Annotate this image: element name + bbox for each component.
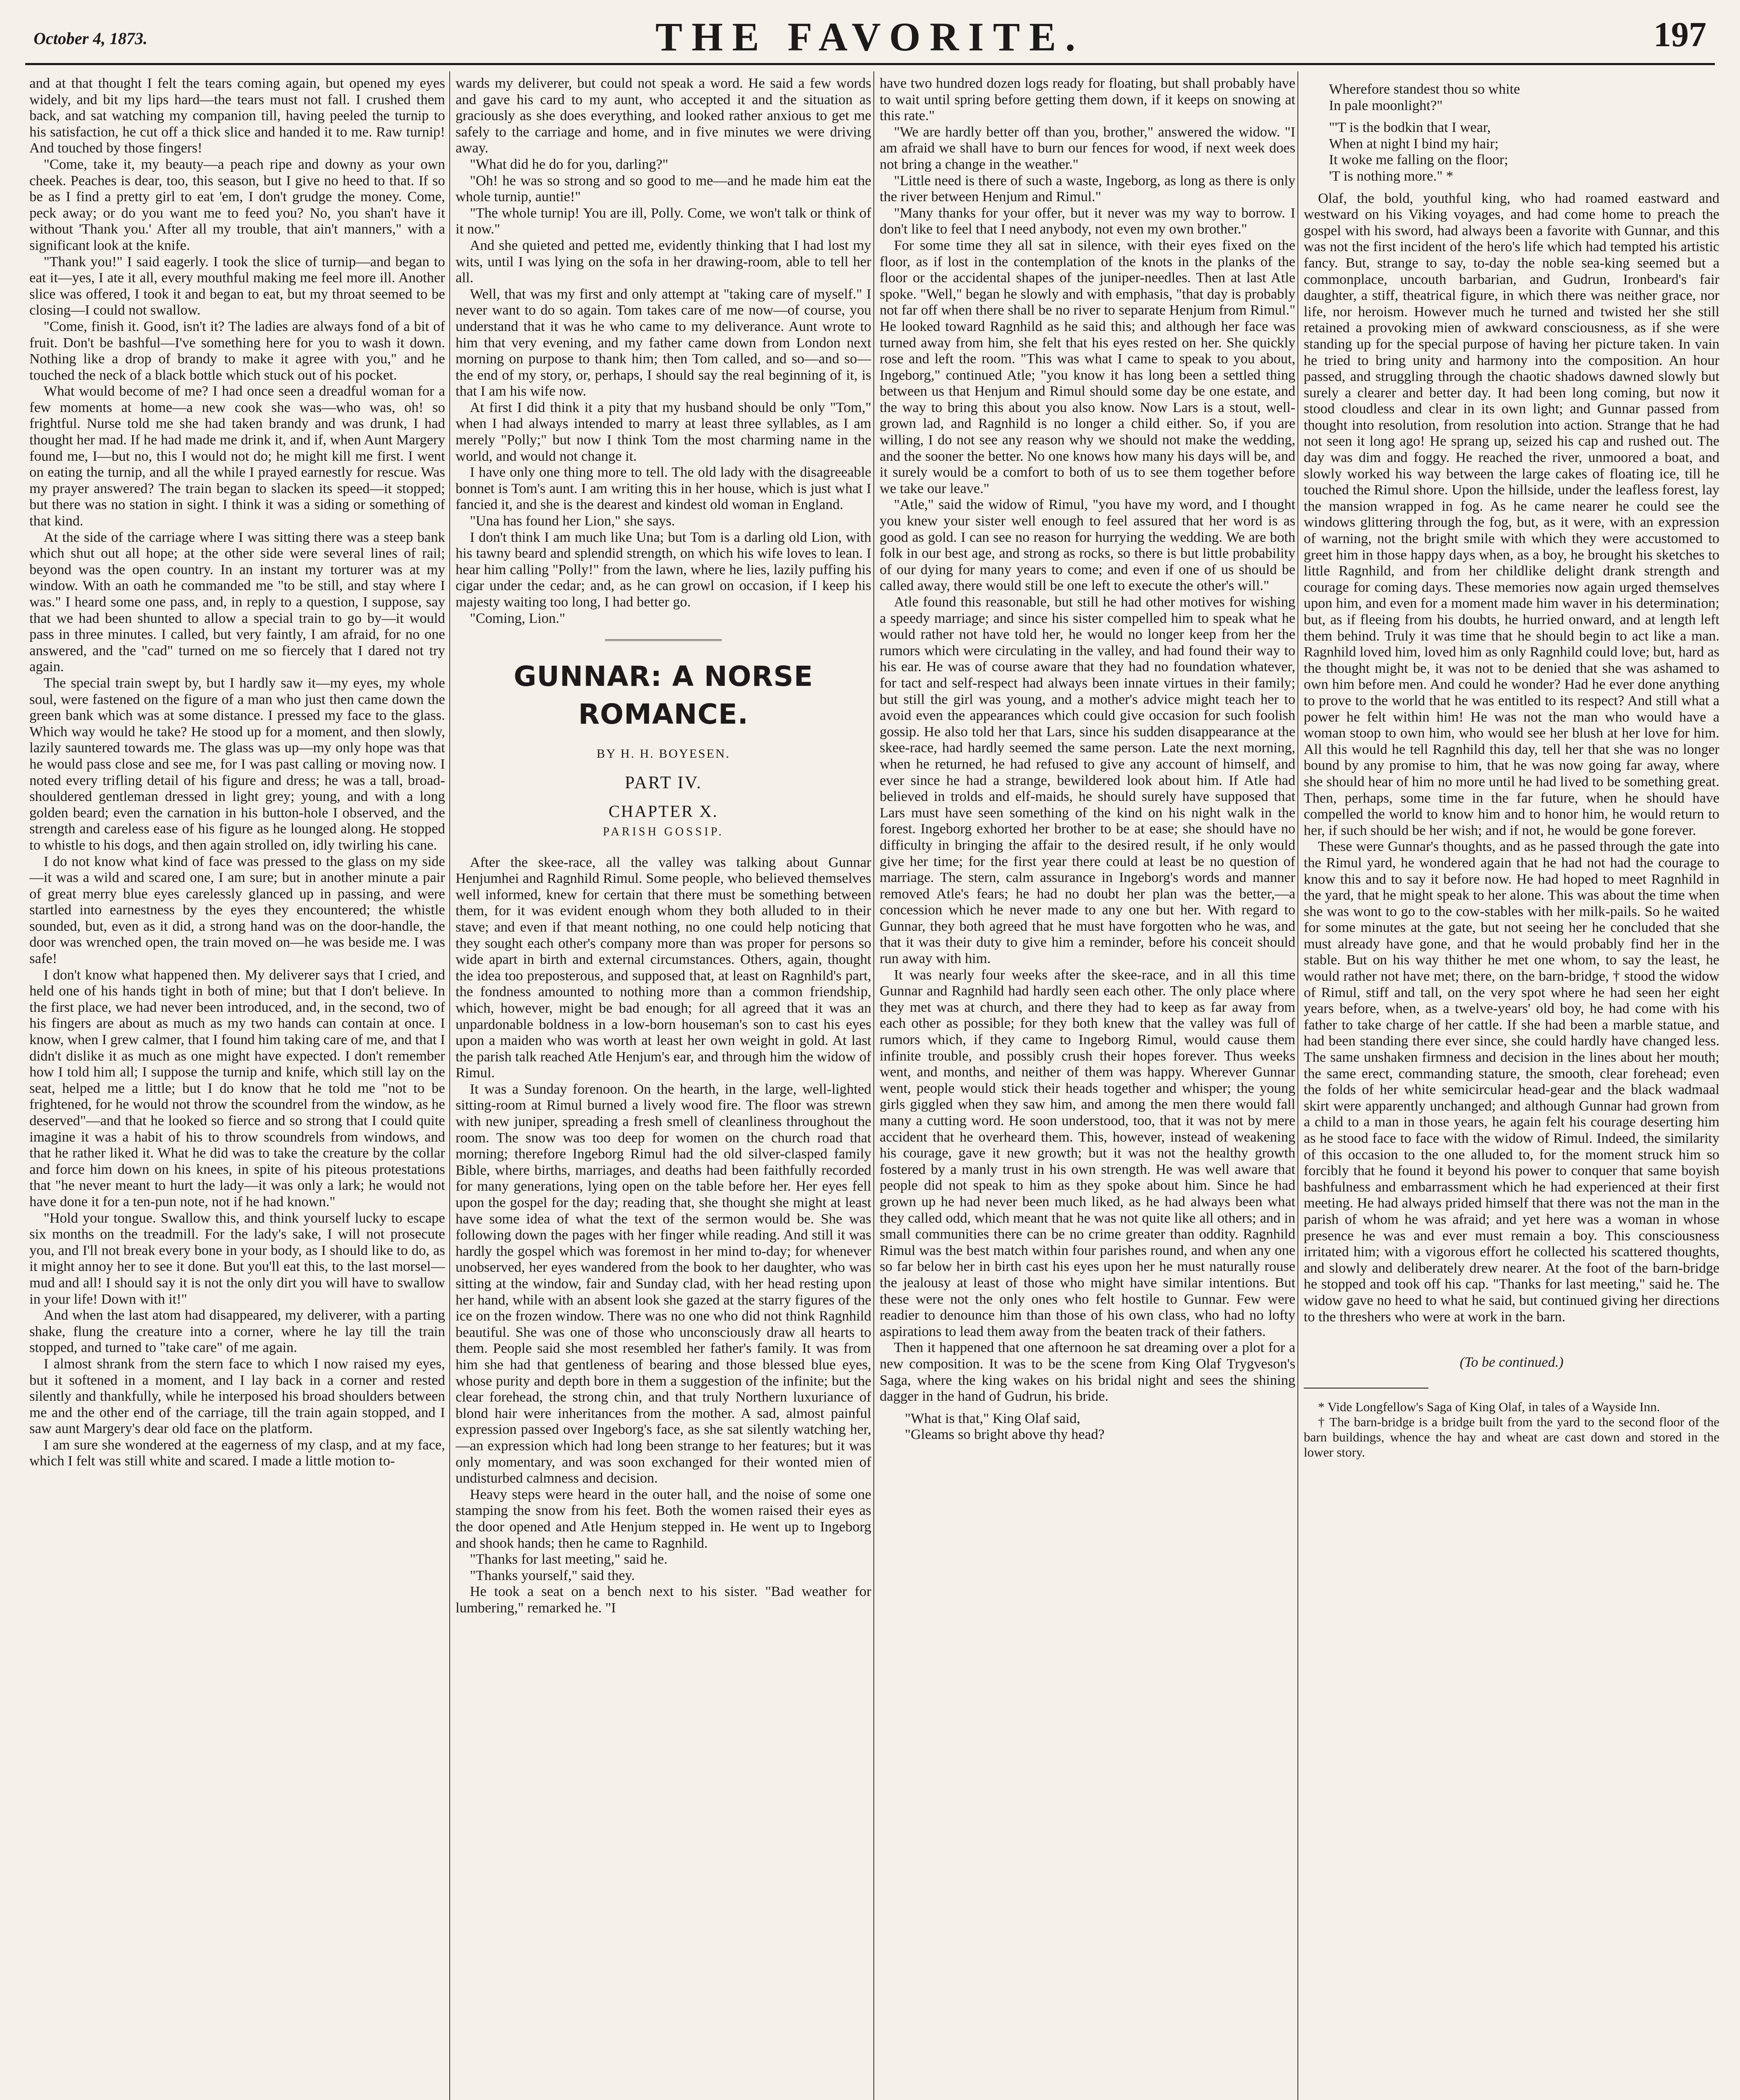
poem-verse xyxy=(1329,120,1719,184)
story-byline: BY H. H. BOYESEN. xyxy=(596,747,731,761)
story-title: GUNNAR: A NORSE ROMANCE. xyxy=(514,660,813,731)
paragraph: Heavy steps were heard in the outer hall, and the noise of some one stamping the snow from his feet. Both the women raised their eyes as the door opened and Atle Henjum stepped in. He went up to Ingeborg and shook hands; then he came to Ragnhild. xyxy=(456,1486,871,1551)
paragraph: I have only one thing more to tell. The old lady with the disagreeable bonnet is Tom's aunt. I am writing this in her house, which is just what I fancied it, and she is the dearest and kindest old woman in England. xyxy=(456,465,871,513)
paragraph: For some time they all sat in silence, with their eyes fixed on the floor, as if lost in the contemplation of the knots in the planks of the floor or the accidental shapes of the juniper-needles. Then at last Atle spoke. "Well," began he slowly and with emphasis, "that day is probably not far off when there shall be no river to separate Henjum from Rimul." He looked toward Ragnhild as he said this; and although her face was turned away from him, she felt that his eyes rested on her. She quickly rose and left the room. "This was what I came to speak to you about, Ingeborg," continued Atle; "you know it has long been a settled thing between us that Henjum and Rimul should some day be one estate, and the way to bring this about you also know. Now Lars is a stout, well-grown lad, and Ragnhild is no longer a child either. So, if you are willing, I do not see any reason why we should not make the wedding, and the sooner the better. No one knows how many his days will be, and it surely would be a comfort to both of us to see them together before we take our leave." xyxy=(880,237,1295,496)
paragraph: After the skee-race, all the valley was talking about Gunnar Henjumhei and Ragnhild Rimul. Some people, who believed themselves well informed, knew for certain that there must be something between them, for it was evident enough whom they both alluded to in their stave; and even if that meant nothing, no one could help noticing that they sought each other's company more than was proper for persons so wide apart in birth and external circumstances. Others, again, thought the idea too preposterous, and supposed that, at least on Ragnhild's part, the fondness amounted to nothing more than a common friendship, which, however, might be bad enough; for all agreed that it was an unpardonable boldness in a low-born houseman's son to cast his eyes upon a maiden who was worth at least her own weight in gold. At last the parish talk reached Atle Henjum's ear, and through him the widow of Rimul. xyxy=(456,854,871,1081)
column-divider xyxy=(873,71,874,2100)
paragraph: "The whole turnip! You are ill, Polly. Come, we won't talk or think of it now." xyxy=(456,205,871,237)
column-divider xyxy=(1297,71,1298,2100)
column-2 xyxy=(456,76,871,2100)
paragraph: What would become of me? I had once seen a dreadful woman for a few moments at home—a new cook she was—who was, oh! so frightful. Nurse told me she had taken brandy and was drunk, I had thought her mad. If he had made me drink it, and if, when Aunt Margery found me, I—but no, this I would not do; he might kill me first. I went on eating the turnip, and all the while I prayed earnestly for rescue. Was my prayer answered? The train began to slacken its speed—it stopped; but there was no station in sight. I think it was a siding or something of that kind. xyxy=(29,383,445,529)
footnote-rule xyxy=(1304,1388,1428,1389)
verse-line: 'T is nothing more." * xyxy=(1329,168,1454,184)
paragraph: It was a Sunday forenoon. On the hearth, in the large, well-lighted sitting-room at Rimul burned a lively wood fire. The floor was strewn with new juniper, spreading a fresh smell of cleanliness throughout the room. The snow was too deep for women on the church road that morning; therefore Ingeborg Rimul had the old silver-clasped family Bible, where births, marriages, and deaths had been faithfully recorded for many generations, lying open on the table before her. Her eyes fell upon the gospel for the day; reading that, she thought she might at least have some idea of what the text of the sermon would be. She was following down the pages with her finger while reading. And still it was hardly the gospel which was foremost in her mind to-day; for whenever unobserved, her eyes wandered from the book to her daughter, who was sitting at the window, fair and Sunday clad, with her head resting upon her hand, while with an absent look she gazed at the starry figures of the ice on the frozen window. There was no one who did not think Ragnhild beautiful. She was one of those who unconsciously draw all hearts to them. People said she most resembled her father's family. It was from him she had that gentleness of bearing and those blessed blue eyes, whose purity and depth bore in them a suggestion of the infinite; but the clear forehead, the strong chin, and that truly Northern luxuriance of blond hair were inheritances from the mother. A sad, almost painful expression passed over Ingeborg's face, as she sat silently watching her,—an expression which had long been strange to her features; but it was only momentary, and was soon exchanged for their wonted mien of undisturbed calmness and decision. xyxy=(456,1081,871,1486)
paragraph: These were Gunnar's thoughts, and as he passed through the gate into the Rimul yard, he wondered again that he had not had the courage to know this and to say it before now. He had hoped to meet Ragnhild in the yard, that he might speak to her alone. This was about the time when she was wont to go to the cow-stables with her milk-pails. So he waited for some minutes at the gate, but not seeing her he concluded that she must already have gone, and that he would probably find her in the stable. But on his way thither he met one whom, to say the least, he would rather not have met; there, on the barn-bridge, † stood the widow of Rimul, stiff and tall, on the very spot where he had seen her eight years before, when, as a twelve-years' old boy, he had come with his father to take charge of her cattle. If she had been a marble statue, and had been standing there ever since, she could hardly have changed less. The same unshaken firmness and decision in the lines about her mouth; the same erect, commanding stature, the smooth, clear forehead; even the folds of her white semicircular head-gear and the black wadmaal skirt were apparently unchanged; and although Gunnar had grown from a child to a man in those years, he again felt his courage deserting him as he stood face to face with the widow of Rimul. Indeed, the similarity of this occasion to the one alluded to, for the moment struck him so forcibly that he found it beyond his power to conquer that same boyish bashfulness and embarrassment which he had experienced at their first meeting. He had always prided himself that there was not the man in the parish of whom he was afraid; and yet here was a woman in whose presence he was and ever must remain a boy. This consciousness irritated him; with a vigorous effort he collected his scattered thoughts, and slowly and deliberately drew nearer. At the foot of the barn-bridge he stopped and took off his cap. "Thanks for last meeting," said he. The widow gave no heed to what he said, but continued giving her directions to the threshers who were at work in the barn. xyxy=(1304,839,1719,1325)
paragraph: "Thanks for last meeting," said he. xyxy=(470,1551,668,1567)
page-header xyxy=(25,12,1715,66)
paragraph: wards my deliverer, but could not speak a word. He said a few words and gave his card to my aunt, who accepted it and the situation as graciously as she does everything, and looked rather anxious to get me safely to the carriage and home, and in five minutes we were driving away. xyxy=(456,76,871,156)
footnote: † The barn-bridge is a bridge built from the yard to the second floor of the barn buildings, whence the hay and wheat are cast down and stored in the lower story. xyxy=(1304,1414,1719,1460)
column-divider xyxy=(449,71,450,2100)
section-divider xyxy=(605,639,721,641)
masthead-title: THE FAVORITE. xyxy=(655,14,1085,59)
verse-line: "Gleams so bright above thy head? xyxy=(905,1427,1105,1443)
paragraph: "What did he do for you, darling?" xyxy=(470,156,668,172)
paragraph: Well, that was my first and only attempt at "taking care of myself." I never want to do so again. Tom takes care of me now—of course, you understand that it was he who came to my deliverance. Aunt wrote to him that very evening, and my father came down from London next morning on purpose to thank him; then Tom called, and so—and so—the end of my story, or, perhaps, I should say the real beginning of it, is that I am his wife now. xyxy=(456,286,871,399)
verse-line: "What is that," King Olaf said, xyxy=(905,1410,1080,1426)
paragraph: "Thank you!" I said eagerly. I took the slice of turnip—and began to eat it—yes, I ate it all, every mouthful making me feel more ill. Another slice was offered, I took it and began to eat, but my throat seemed to be closing—I could not swallow. xyxy=(29,254,445,318)
verse-line: "'T is the bodkin that I wear, xyxy=(1329,120,1491,136)
column-4 xyxy=(1304,76,1719,2100)
paragraph: Olaf, the bold, youthful king, who had roamed eastward and westward on his Viking voyages, and had come home to preach the gospel with his sword, had always been a favorite with Gunnar, and this was not the first incident of the hero's life which had tempted his artistic fancy. But, strange to say, to-day the noble sea-king seemed but a commonplace, uncouth barbarian, and Gudrun, Ironbeard's fair daughter, a stiff, theatrical figure, in which there was neither grace, nor life, nor heroism. However much he turned and twisted her she still retained a provoking mien of awkward consciousness, as if she were standing up for the special purpose of having her picture taken. In vain he tried to bring unity and harmony into the composition. An hour passed, and struggling through the chaotic shadows dawned slowly but surely a clearer and better day. It had been long coming, but now it stood cloudless and clear in its own light; and Gunnar passed from thought into resolution, from resolution into action. Strange that he had not seen it long ago! He sprang up, seized his cap and rushed out. The day was dim and foggy. He reached the river, unmoored a boat, and slowly worked his way between the large cakes of floating ice, till he touched the Rimul shore. Upon the hillside, under the leafless forest, lay the mansion wrapped in fog. As he came nearer he could see the windows glittering through the fog, but, as it were, with an expression of warning, not the bright smile with which they were accustomed to greet him in those happy days when, as a boy, he brought his sketches to little Ragnhild, and from her childlike delight drank strength and courage for coming days. These memories now again urged themselves upon him, and even for a moment made him waver in his determination; but, as if fleeing from his doubts, he hurried onward, and at length left them behind. Truly it was time that he should begin to act like a man. Ragnhild loved him, loved him as only Ragnhild could love; but, hard as the thought might be, it was not to be denied that she was ashamed to own him before men. And could he wonder? Had he ever done anything to prove to the world that he was entitled to its respect? And still what a power he felt within him! He was not the man who would have a woman stoop to own him, who would see her blush at her love for him. All this would he tell Ragnhild this day, tell her that she was no longer bound by any promise to him, that he was now going far away, where she should hear of him no more until he had lived to be something great. Then, perhaps, some time in the far future, when he should have compelled the world to know him and to honor him, he would return to her, if such should be her wish; and if not, he would be gone forever. xyxy=(1304,190,1719,838)
column-3 xyxy=(880,76,1295,2100)
paragraph: "Come, finish it. Good, isn't it? The ladies are always fond of a bit of fruit. Don't be bashful—I've something here for you to wash it down. Nothing like a drop of brandy to make it agree with you," and he touched the neck of a black bottle which stuck out of his pocket. xyxy=(29,318,445,383)
paragraph: "Oh! he was so strong and so good to me—and he made him eat the whole turnip, auntie!" xyxy=(456,173,871,205)
paragraph: I do not know what kind of face was pressed to the glass on my side—it was a wild and scared one, I am sure; but in another minute a pair of great merry blue eyes carelessly glanced up in passing, and were startled into earnestness by the eyes they encountered; the whistle sounded, but, even as it did, a strong hand was on the door-handle, the door was wrenched open, the train moved on—he was beside me. I was safe! xyxy=(29,853,445,967)
paragraph: "Thanks yourself," said they. xyxy=(470,1567,635,1583)
page-number: 197 xyxy=(1654,15,1706,54)
chapter-subtitle: PARISH GOSSIP. xyxy=(603,825,724,838)
paragraph: have two hundred dozen logs ready for floating, but shall probably have to wait until spring before getting them down, if it keeps on snowing at this rate." xyxy=(880,76,1295,124)
paragraph: I am sure she wondered at the eagerness of my clasp, and at my face, which I felt was still white and scared. I made a little motion to- xyxy=(29,1437,445,1469)
footnote: * Vide Longfellow's Saga of King Olaf, in tales of a Wayside Inn. xyxy=(1318,1399,1660,1414)
paragraph: He took a seat on a bench next to his sister. "Bad weather for lumbering," remarked he. "I xyxy=(456,1584,871,1616)
paragraph: "Come, take it, my beauty—a peach ripe and downy as your own cheek. Peaches is dear, too, this season, but I give no heed to that. If so be as I find a pretty girl to eat 'em, I don't grudge the money. Come, peck away; or do you want me to feed you? No, you shan't have it without 'Thank you.' After all my trouble, that ain't manners," with a significant look at the knife. xyxy=(29,156,445,253)
paragraph: It was nearly four weeks after the skee-race, and in all this time Gunnar and Ragnhild had hardly seen each other. The only place where they met was at church, and there they had to keep as far away from each other as possible; for they both knew that the valley was full of rumors which, if they came to Ingeborg Rimul, would cause them infinite trouble, and possibly crush their hopes forever. Thus weeks went, and months, and neither of them was happy. Wherever Gunnar went, people would stick their heads together and whisper; the young girls giggled when they saw him, and among the men there would fall many a cutting word. He soon understood, too, that it was not by mere accident that he overheard them. This, however, instead of weakening his courage, gave it new growth; but it was not the healthy growth fostered by a manly trust in his own strength. He was well aware that people did not speak to him as they spoke about him. Since he had grown up he had never been much liked, as he had always been what they called odd, which meant that he was not quite like all others; and in small communities there can be no crime greater than oddity. Ragnhild Rimul was the best match within four parishes round, and when any one so far below her in birth cast his eyes upon her he must naturally rouse the jealousy at least of those who might have similar intentions. But these were not the only ones who felt hostile to Gunnar. Few were readier to denounce him than those of his own class, who had no lofty aspirations to lead them away from the beaten track of their fathers. xyxy=(880,967,1295,1339)
verse-line: Wherefore standest thou so white xyxy=(1329,81,1520,97)
to-be-continued: (To be continued.) xyxy=(1460,1354,1564,1370)
issue-date: October 4, 1873. xyxy=(34,29,148,48)
verse-line: It woke me falling on the floor; xyxy=(1329,152,1508,168)
column-1 xyxy=(29,76,445,2100)
paragraph: And she quieted and petted me, evidently thinking that I had lost my wits, until I was lying on the sofa in her drawing-room, able to tell her all. xyxy=(456,237,871,286)
verse-line: In pale moonlight?" xyxy=(1329,97,1443,113)
paragraph: "Coming, Lion." xyxy=(470,610,566,626)
story-part: PART IV. xyxy=(624,773,702,793)
paragraph: and at that thought I felt the tears coming again, but opened my eyes widely, and bit my lips hard—the tears must not fall. I crushed them back, and sat watching my companion till, having peeled the turnip to his satisfaction, he cut off a thick slice and handed it to me. Raw turnip! And touched by those fingers! xyxy=(29,76,445,156)
paragraph: And when the last atom had disappeared, my deliverer, with a parting shake, flung the creature into a corner, where he lay till the train stopped, and turned to "take care" of me again. xyxy=(29,1307,445,1356)
header-rule xyxy=(25,63,1715,65)
paragraph: I don't think I am much like Una; but Tom is a darling old Lion, with his tawny beard and splendid strength, on which his wife loves to lean. I hear him calling "Polly!" from the lawn, where he lies, lazily puffing his cigar under the cedar; and, as he can growl on occasion, if I keep his majesty waiting too long, I had better go. xyxy=(456,529,871,610)
verse-line: When at night I bind my hair; xyxy=(1329,136,1499,152)
paragraph: At the side of the carriage where I was sitting there was a steep bank which shut out all hope; at the other side were several lines of rail; beyond was the open country. In an instant my torturer was at my window. With an oath he commanded me "to be still, and stay where I was." I heard some one pass, and, in reply to a question, I suppose, say that we had been shunted to allow a special train to go by—it would pass in three minutes. I called, but very faintly, I am afraid, for no one answered, and the "cad" turned on me so fiercely that I dared not try again. xyxy=(29,529,445,675)
paragraph: "Little need is there of such a waste, Ingeborg, as long as there is only the river between Henjum and Rimul." xyxy=(880,173,1295,205)
poem-verse xyxy=(1329,81,1719,114)
paragraph: "Hold your tongue. Swallow this, and think yourself lucky to escape six months on the treadmill. For the lady's sake, I will not prosecute you, and I'll not break every bone in your body, as I should like to do, as it might annoy her to see it done. But you'll eat this, to the last morsel—mud and all! I should say it is not the only dirt you will have to swallow in your life! Down with it!" xyxy=(29,1210,445,1307)
paragraph: I almost shrank from the stern face to which I now raised my eyes, but it softened in a moment, and I lay back in a corner and rested silently and thankfully, while he interposed his broad shoulders between me and the other end of the carriage, till the train again stopped, and I saw aunt Margery's dear old face on the platform. xyxy=(29,1356,445,1437)
paragraph: "Una has found her Lion," she says. xyxy=(470,513,675,529)
chapter-heading: CHAPTER X. xyxy=(608,802,718,821)
paragraph: "Atle," said the widow of Rimul, "you have my word, and I thought you knew your sister well enough to feel assured that her word is as good as gold. I can see no reason for hurrying the wedding. We are both folk in our best age, and strong as rocks, so there is but little probability of our dying for many years to come; and even if one of us should be called away, there would still be one left to execute the other's will." xyxy=(880,497,1295,594)
paragraph: Atle found this reasonable, but still he had other motives for wishing a speedy marriage; and since his sister compelled him to speak what he would rather not have told her, he would no longer keep from her the rumors which were circulating in the valley, and had found their way to his ear. He was of course aware that they had no foundation whatever, for tact and self-respect had always been innate virtues in their family; but still the girl was young, and a mother's advice might teach her to avoid even the appearances which could give occasion for such foolish gossip. He also told her that Lars, since his sudden disappearance at the skee-race, had hardly seemed the same person. Late the next morning, when he returned, he had refused to give any account of himself, and ever since he had a strange, bewildered look about him. If Atle had believed in trolds and elf-maids, he should surely have supposed that Lars must have seen something of the kind on his night walk in the forest. Ingeborg exhorted her brother to be at ease; she should have no difficulty in bringing the affair to the desired result, if he only would give her time; for the first year there could at least be no question of marriage. The stern, calm assurance in Ingeborg's words and manner removed Atle's fears; he had no doubt her plan was the better,—a concession which he never made to any one but her. With regard to Gunnar, they both agreed that he must have forgotten who he was, and that it was their duty to give him a reminder, before his conceit should run away with him. xyxy=(880,594,1295,967)
paragraph: At first I did think it a pity that my husband should be only "Tom," when I had always intended to marry at least three syllables, as I am merely "Polly;" but now I think Tom the most charming name in the world, and would not change it. xyxy=(456,399,871,464)
paragraph: The special train swept by, but I hardly saw it—my eyes, my whole soul, were fastened on the figure of a man who just then came down the green bank which was at some distance. I pressed my face to the glass. Which way would he take? He stood up for a moment, and then slowly, lazily sauntered towards me. The glass was up—my only hope was that he would pass close and see me, for I was past calling or moving now. I noted every trifling detail of his figure and dress; he was a tall, broad-shouldered gentleman dressed in light grey; young, and with a long golden beard; even the carnation in his button-hole I observed, and the strength and careless ease of his figure as he lounged along. He stopped to whistle to his dogs, and then again strolled on, idly twirling his cane. xyxy=(29,675,445,853)
paragraph: I don't know what happened then. My deliverer says that I cried, and held one of his hands tight in both of mine; but that I don't believe. In the first place, we had never been introduced, and, in the second, two of his fingers are about as much as my two hands can contain at once. I know, when I grew calmer, that I found him taking care of me, and that I didn't dislike it as much as one might have expected. I don't remember how I told him all; I suppose the turnip and knife, which still lay on the seat, helped me a little; but I do know that he told me "not to be frightened, for he would not throw the scoundrel from the window, as he deserved"—and that he looked so fierce and so strong that I could quite imagine it was a habit of his to throw scoundrels from windows, and that he rather liked it. What he did was to take the creature by the collar and force him down on his knees, in spite of his piteous protestations that "he never meant to hurt the lady—it was only a lark; he would not have done it for a ten-pun note, not if he had known." xyxy=(29,967,445,1210)
paragraph: "We are hardly better off than you, brother," answered the widow. "I am afraid we shall have to burn our fences for wood, if next week does not bring a change in the weather." xyxy=(880,124,1295,172)
paragraph: Then it happened that one afternoon he sat dreaming over a plot for a new composition. It was to be the scene from King Olaf Trygveson's Saga, where the king wakes on his bridal night and sees the shining dagger in the hand of Gudrun, his bride. xyxy=(880,1340,1295,1404)
poem-verse xyxy=(905,1411,1295,1443)
paragraph: "Many thanks for your offer, but it never was my way to borrow. I don't like to feel that I need anybody, not even my own brother." xyxy=(880,205,1295,237)
